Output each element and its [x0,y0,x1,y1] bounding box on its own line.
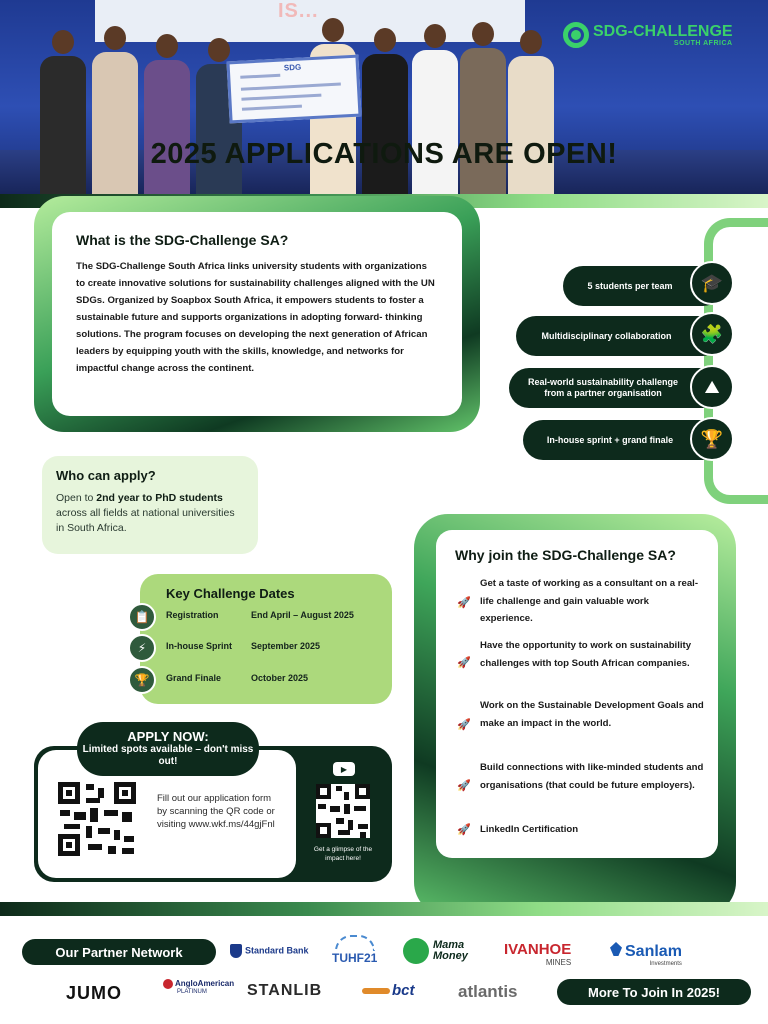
date-value: October 2025 [251,673,309,683]
video-caption: Get a glimpse of the impact here! [313,846,373,862]
why-title: Why join the SDG-Challenge SA? [455,547,676,563]
award-cheque [226,55,361,124]
rocket-icon: 🚀 [457,597,471,609]
why-item: Get a taste of working as a consultant on a real-life challenge and gain valuable work experience. [480,578,699,624]
why-item: Have the opportunity to work on sustainability challenges with top South African companies. [480,640,692,669]
logo-ivanhoe: IVANHOE MINES [504,941,572,967]
date-row-finale [166,673,308,683]
trophy-icon: 🏆 [128,666,156,694]
why-item: Work on the Sustainable Development Goals and make an impact in the world. [480,700,704,729]
logo-tuhf: TUHF21 [332,935,377,965]
sanlam-mark-icon [610,942,622,956]
graduation-cap-icon: 🎓 [690,261,734,305]
logo-anglo-american: AngloAmerican PLATINUM [163,979,234,995]
logo-mama-money: Mama Money [403,938,473,964]
logo-stanlib: STANLIB [247,982,323,999]
dates-title: Key Challenge Dates [166,586,295,601]
feature-label: Real-world sustainability challenge from a partner organisation [527,377,679,398]
sunburst-icon [335,935,375,951]
brand-sub: SOUTH AFRICA [673,39,733,47]
why-item: LinkedIn Certification [480,824,579,835]
rocket-icon: 🚀 [457,824,471,836]
screen-text: IS... [278,0,319,22]
date-row-registration [166,610,354,620]
feature-label: 5 students per team [587,280,673,291]
cheque-label: SDG [283,62,302,73]
feature-label: In-house sprint + grand finale [546,434,674,445]
apply-title: APPLY NOW: [127,729,209,744]
video-qr-code[interactable] [316,784,370,838]
summit-flag-icon: ⛰ [690,365,734,409]
dates-card [140,574,392,704]
anglo-mark-icon [163,979,173,989]
logo-standard-bank: Standard Bank [230,944,309,958]
what-title: What is the SDG-Challenge SA? [76,232,289,248]
clipboard-icon: 📋 [128,603,156,631]
puzzle-icon: 🧩 [690,312,734,356]
who-text: Open to 2nd year to PhD students across all fields at national universities in South Africa. [56,492,235,534]
lightning-icon: ⚡ [128,634,156,662]
feature-label: Multidisciplinary collaboration [541,330,672,341]
brand-logo [563,22,733,48]
date-label: Grand Finale [166,673,222,683]
rocket-icon: 🚀 [457,780,471,792]
hero-banner [0,0,768,194]
who-title: Who can apply? [56,468,156,483]
logo-jumo: JUMO [66,983,123,1003]
why-item: Build connections with like-minded students and organisations (that could be future employers). [480,762,704,791]
face-icon [403,938,429,964]
date-value: End April – August 2025 [251,610,354,620]
apply-instructions: Fill out our application form by scanning the QR code or visiting www.wkf.ms/44gjFnl [157,793,275,830]
logo-atlantis: atlantis [458,982,518,1001]
date-label: Registration [166,610,219,620]
date-value: September 2025 [251,641,321,651]
more-partners-label: More To Join In 2025! [557,979,751,1005]
wave-icon [362,988,390,994]
date-label: In-house Sprint [166,641,232,651]
brand-ring-icon [563,22,589,48]
who-highlight: 2nd year to PhD students [96,492,223,504]
what-body: The SDG-Challenge South Africa links university students with organizations to create innovative solutions for sustainability challenges aligned with the UN SDGs. Organized by Soapbox South Africa, it empowers students to foster a sustainable future and supports organizations in adopting forward- thinking solutions. The program focuses on developing the next generation of African leaders by equipping youth with the skills, knowledge, and networks for impactful change across the continent. [76,261,435,374]
logo-sanlam: Sanlam Investments [610,942,682,967]
shield-icon [230,944,242,958]
bottom-gradient-strip [0,902,768,916]
trophy-icon: 🏆 [690,417,734,461]
rocket-icon: 🚀 [457,657,471,669]
hero-headline: 2025 APPLICATIONS ARE OPEN! [150,138,618,170]
logo-bct: bct [362,982,415,999]
application-qr-code[interactable] [58,782,136,856]
youtube-play-icon[interactable]: ▶ [333,762,355,776]
apply-now-badge [77,722,259,776]
who-card [42,456,258,554]
partner-network-label: Our Partner Network [22,939,216,965]
brand-name: SDG-CHALLENGE [593,22,733,40]
what-card [52,212,462,416]
date-row-sprint [166,641,320,651]
apply-subtitle: Limited spots available – don't miss out! [82,744,254,767]
rocket-icon: 🚀 [457,719,471,731]
